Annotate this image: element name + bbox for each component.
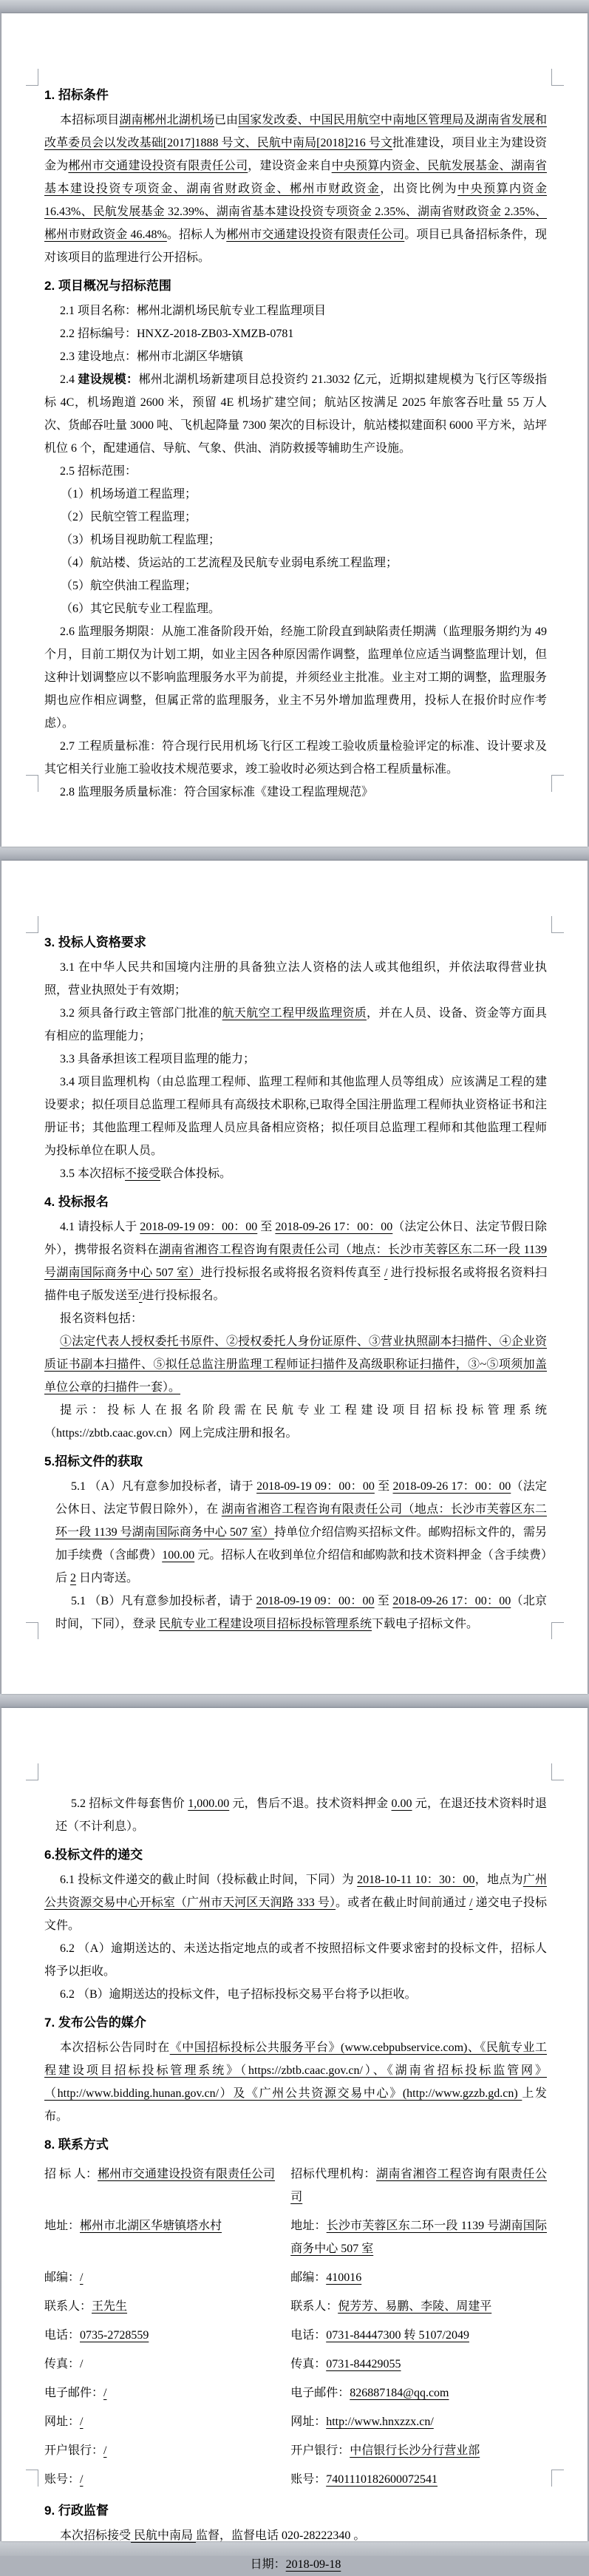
para-9-supervision xyxy=(44,2524,547,2547)
text-run: 2.3 建设地点：郴州市北湖区华塘镇 xyxy=(60,350,244,363)
para-3-4 xyxy=(44,1071,547,1162)
contact-value: 0735-2728559 xyxy=(80,2329,149,2342)
underlined-field: 湖南省湘咨工程咨询有限责任公司（地点：长沙市芙蓉区东二环一段 1139 号湖南国际商务中心 507 室） xyxy=(55,1503,547,1539)
para-1-intro xyxy=(44,109,547,269)
underlined-field: 2 xyxy=(70,1572,77,1584)
underlined-field: 郴州市交通建设投资有限责任公司 xyxy=(68,160,248,172)
scope-item-1 xyxy=(61,483,547,506)
text-run: 上发布。 xyxy=(44,2087,547,2123)
para-3-2 xyxy=(44,1002,547,1048)
contact-cell-left xyxy=(44,2465,290,2494)
scope-item-3 xyxy=(61,529,547,552)
text-run: 至 xyxy=(257,1221,276,1233)
contact-row xyxy=(44,2407,547,2436)
text-run: 。招标人为 xyxy=(166,228,227,241)
page-1 xyxy=(1,13,588,847)
contact-row xyxy=(44,2211,547,2263)
text-run: （4）航站楼、货运站的工艺流程及民航专业弱电系统工程监理； xyxy=(61,557,398,569)
contact-label: 网址： xyxy=(290,2416,327,2428)
scope-item-2 xyxy=(61,506,547,529)
contact-value: / xyxy=(80,2271,84,2284)
crop-mark-bottom-right xyxy=(551,1622,564,1639)
underlined-field: 2018-09-26 17：00：00 xyxy=(275,1221,393,1233)
contact-label: 电话： xyxy=(44,2329,81,2342)
text-run: 4.1 请投标人于 xyxy=(60,1221,140,1233)
crop-mark-top-right xyxy=(551,1763,564,1780)
text-run: 。项目已具备招标条件，现对该项目的监理进行公开招标。 xyxy=(44,228,547,264)
underlined-field: 2018-09-18 xyxy=(285,2558,341,2571)
contact-label: 联系人： xyxy=(290,2300,338,2313)
underlined-field: / xyxy=(139,1289,143,1302)
text-run: 元。招标人在收到单位介绍信和邮购款和技术资料押金（含手续费）后 xyxy=(55,1549,547,1584)
crop-mark-top-left xyxy=(26,1763,38,1780)
contact-row xyxy=(44,2350,547,2379)
section-heading-1: 1. 招标条件 xyxy=(44,88,109,102)
contact-value: / xyxy=(80,2473,84,2486)
crop-mark-bottom-right xyxy=(551,2470,564,2487)
contact-label: 招 标 人： xyxy=(44,2168,98,2180)
underlined-field: 中央预算内资金、民航发展基金、湖南省基本建设投资专项资金、湖南省财政资金、郴州市财政资金 xyxy=(44,160,547,195)
text-run: 持单位介绍信购买招标文件。邮购招标文件的，需另加手续费（含邮费） xyxy=(55,1526,547,1562)
contact-row xyxy=(44,2436,547,2465)
contact-label: 地址： xyxy=(44,2220,81,2232)
para-3-3 xyxy=(44,1048,547,1071)
contact-value: 湖南省湘咨工程咨询有限责任公司 xyxy=(290,2168,547,2203)
underlined-field: 民航专业工程建设项目招标投标管理系统 xyxy=(159,1618,372,1630)
date-line xyxy=(44,2553,547,2576)
text-run: 进行投标报名。 xyxy=(142,1289,225,1302)
contact-value: 0731-84447300 转 5107/2049 xyxy=(326,2329,469,2342)
contact-cell-right xyxy=(290,2321,547,2350)
scope-item-5 xyxy=(61,574,547,597)
text-run: 批准建设，项目业主为建设资金为 xyxy=(44,137,547,172)
text-run: 元，在退还技术资料时退还（不计利息）。 xyxy=(55,1797,547,1833)
page-gap xyxy=(0,1694,589,1708)
text-run: 5.1 （B）凡有意参加投标者，请于 xyxy=(71,1595,256,1607)
contact-label: 电话： xyxy=(290,2329,327,2342)
underlined-field: 2018-09-26 17：00：00 xyxy=(392,1595,511,1607)
underlined-field: 0.00 xyxy=(391,1797,412,1810)
scope-item-4 xyxy=(61,552,547,574)
contact-label: 电子邮件： xyxy=(44,2387,104,2399)
section-heading-8: 8. 联系方式 xyxy=(44,2138,109,2152)
page-3 xyxy=(1,1708,588,2571)
para-6-2-a xyxy=(44,1937,547,1983)
underlined-field: 民航中南局 xyxy=(131,2529,197,2542)
contact-cell-right xyxy=(290,2211,547,2263)
text-run: 2.1 项目名称：郴州北湖机场民航专业工程监理项目 xyxy=(60,305,327,317)
text-run: 日内寄送。 xyxy=(76,1572,139,1584)
para-3-5 xyxy=(44,1162,547,1185)
text-run: 2.4 xyxy=(60,373,78,386)
underlined-field: 郴州市交通建设投资有限责任公司 xyxy=(226,228,405,241)
contact-value: 郴州市北湖区华塘镇塔水村 xyxy=(80,2220,222,2232)
text-run: 进行投标报名或将报名资料扫描件电子版发送至 xyxy=(44,1267,547,1302)
contact-cell-right xyxy=(290,2465,547,2494)
contact-value: 7401110182600072541 xyxy=(326,2473,438,2486)
text-run: 6.2 （B）逾期送达的投标文件，电子招标投标交易平台将予以拒收。 xyxy=(60,1988,417,2001)
contact-value: / xyxy=(80,2416,84,2428)
text-run: 进行投标报名或将报名资料传真至 xyxy=(200,1267,384,1279)
contact-label: 招标代理机构： xyxy=(290,2168,376,2180)
para-2-2 xyxy=(44,322,547,345)
section-heading-7: 7. 发布公告的媒介 xyxy=(44,2016,146,2030)
text-run: 3.2 须具备行政主管部门批准的 xyxy=(60,1007,222,1020)
contact-label: 账号： xyxy=(290,2473,327,2486)
contact-label: 地址： xyxy=(290,2220,327,2232)
crop-mark-top-right xyxy=(551,69,564,86)
contact-value: / xyxy=(103,2387,107,2399)
text-run: ，出资比例为 xyxy=(380,183,458,195)
underlined-field: 2018-09-19 09：00：00 xyxy=(256,1480,375,1493)
scope-item-6 xyxy=(61,597,547,620)
contact-cell-right xyxy=(290,2263,547,2292)
contact-value: 0731-84429055 xyxy=(326,2358,401,2370)
contact-label: 传真： xyxy=(44,2358,81,2370)
text-run: 递交电子投标文件。 xyxy=(44,1897,547,1932)
crop-mark-top-right xyxy=(551,916,564,933)
para-2-5 xyxy=(44,460,547,483)
contact-cell-left xyxy=(44,2379,290,2407)
crop-mark-bottom-left xyxy=(26,2470,38,2487)
contact-row xyxy=(44,2292,547,2321)
section-heading-9: 9. 行政监督 xyxy=(44,2504,109,2518)
contact-cell-right xyxy=(290,2436,547,2465)
text-run: 3.3 具备承担该工程项目监理的能力； xyxy=(60,1053,256,1065)
text-run: 2.2 招标编号：HNXZ-2018-ZB03-XMZB-0781 xyxy=(60,328,294,340)
crop-mark-top-left xyxy=(26,69,38,86)
contact-value: / xyxy=(80,2358,84,2370)
contact-row xyxy=(44,2263,547,2292)
para-2-7 xyxy=(44,735,547,781)
text-run: （法定公休日、法定节假日除外），在 xyxy=(55,1480,547,1516)
text-run: 监督，监督电话 020-28222340 。 xyxy=(196,2529,366,2542)
text-run: ，地点为 xyxy=(474,1874,523,1886)
underlined-field: 中央预算内资金 16.43%、民航发展基金 32.39%、湖南省基本建设投资专项资金 2.35%、湖南省财政资金 2.35%、郴州市财政资金 46.48% xyxy=(44,183,547,241)
para-2-1 xyxy=(44,299,547,322)
underlined-field: 2018-10-11 10：30：00 xyxy=(357,1874,475,1886)
text-run: 2.5 招标范围： xyxy=(60,465,137,478)
contact-row xyxy=(44,2465,547,2494)
contact-label: 账号： xyxy=(44,2473,81,2486)
para-5-2 xyxy=(55,1792,547,1838)
underlined-field: 广州公共资源交易中心开标室（广州市天河区天润路 333 号） xyxy=(44,1874,547,1909)
text-run: 郴州北湖机场新建项目总投资约 21.3032 亿元，近期拟建规模为飞行区等级指标 4C，机场跑道 2600 米，预留 4E 机场扩建空间；航站区按满足 2025 年旅客吞吐量 55 万人次、货邮吞吐量 3000 吨、飞机起降量 7300 架次的目标设计，航站楼拟建面积 6000 平方米，站坪机位 6 个，配建通信、导航、气象、供油、消防救援等辅助生产设施。 xyxy=(44,373,548,455)
text-run: 本招标项目 xyxy=(60,114,120,126)
contact-cell-right xyxy=(290,2292,547,2321)
text-run: 。或者在截止时间前通过 xyxy=(336,1897,470,1909)
contact-row xyxy=(44,2379,547,2407)
contact-cell-left xyxy=(44,2407,290,2436)
contact-cell-left xyxy=(44,2292,290,2321)
text-run: 5.2 招标文件每套售价 xyxy=(71,1797,188,1810)
text-run: 3.1 在中华人民共和国境内注册的具备独立法人资格的法人或其他组织，并依法取得营业执照，营业执照处于有效期； xyxy=(44,961,547,997)
contact-value: 郴州市交通建设投资有限责任公司 xyxy=(98,2168,276,2180)
para-3-1 xyxy=(44,956,547,1002)
text-run: 2.7 工程质量标准：符合现行民用机场飞行区工程竣工验收质量检验评定的标准、设计要求及其它相关行业施工验收技术规范要求，竣工验收时必须达到合格工程质量标准。 xyxy=(44,740,547,776)
contact-label: 联系人： xyxy=(44,2300,92,2313)
contact-value: 长沙市芙蓉区东二环一段 1139 号湖南国际商务中心 507 室 xyxy=(290,2220,547,2255)
underlined-field: / xyxy=(384,1267,388,1279)
text-run: 日期： xyxy=(250,2558,286,2571)
contact-value: 826887184@qq.com xyxy=(350,2387,449,2399)
para-tip xyxy=(44,1399,547,1445)
text-run: （6）其它民航专业工程监理。 xyxy=(61,603,221,615)
crop-mark-top-left xyxy=(26,916,38,933)
contact-cell-left xyxy=(44,2263,290,2292)
contact-label: 开户银行： xyxy=(290,2444,350,2457)
page-1-content xyxy=(44,78,547,804)
underlined-field: 湖南郴州北湖机场 xyxy=(119,114,214,126)
page-gap xyxy=(0,0,589,13)
text-run: 6.1 投标文件递交的截止时间（投标截止时间，下同）为 xyxy=(60,1874,358,1886)
text-run: （2）民航空管工程监理； xyxy=(61,511,197,523)
underlined-field: 湖南省湘咨工程咨询有限责任公司（地点：长沙市芙蓉区东二环一段 1139 号湖南国际商务中心 507 室） xyxy=(44,1244,547,1279)
underlined-field: 航天航空工程甲级监理资质 xyxy=(222,1007,367,1020)
text-run: 已由 xyxy=(214,114,239,126)
underlined-field: 《中国招标投标公共服务平台》(www.cebpubservice.com)、《民航专业工程建设项目招标投标管理系统》（https://zbtb.caac.gov.cn/）、《湖南省招标投标监管网》（http://www.bidding.hunan.gov.cn/）及《广州公共资源交易中心》(http://www.gzzb.gd.cn) xyxy=(44,2041,547,2100)
text-run: 下载电子招标文件。 xyxy=(372,1618,479,1630)
text-run: 建设规模： xyxy=(78,373,139,386)
text-run: 联合体投标。 xyxy=(160,1167,232,1180)
contact-table xyxy=(44,2160,547,2494)
contact-value: 王先生 xyxy=(92,2300,128,2313)
contact-label: 电子邮件： xyxy=(290,2387,350,2399)
contact-label: 传真： xyxy=(290,2358,327,2370)
text-run: 2.6 监理服务期限：从施工准备阶段开始，经施工阶段直到缺陷责任期满（监理服务期约为 49 个月，目前工期仅为计划工期，如业主因各种原因需作调整，监理单位应适当调整监理计划，但这种计划调整应以不影响监理服务水平为前提，并须经业主批准。业主对工期的调整，监理服务期也应作相应调整，但属正常的监理服务，业主不另外增加监理费用，投标人在报价时应作考虑）。 xyxy=(44,626,547,730)
crop-mark-bottom-left xyxy=(26,775,38,792)
para-7-media xyxy=(44,2036,547,2128)
text-run: 本次招标公告同时在 xyxy=(60,2041,170,2054)
underlined-field: 2018-09-19 09：00：00 xyxy=(140,1221,258,1233)
contact-cell-right xyxy=(290,2379,547,2407)
underlined-field: / xyxy=(469,1897,473,1909)
section-heading-3: 3. 投标人资格要求 xyxy=(44,935,146,949)
contact-cell-left xyxy=(44,2160,290,2211)
contact-value: 中信银行长沙分行营业部 xyxy=(350,2444,480,2457)
text-run: 3.4 项目监理机构（由总监理工程师、监理工程师和其他监理人员等组成）应该满足工程的建设要求；拟任项目总监理工程师具有高级技术职称,已取得全国注册监理工程师执业资格证书和注册证书；其他监理工程师及监理人员应具备相应资格；拟任项目总监理工程师和其他监理工程师为投标单位在职人员。 xyxy=(44,1076,547,1157)
page-2-content xyxy=(44,926,547,1636)
contact-cell-left xyxy=(44,2350,290,2379)
contact-cell-left xyxy=(44,2321,290,2350)
underlined-field: 100.00 xyxy=(162,1549,195,1562)
contact-label: 开户银行： xyxy=(44,2444,104,2457)
text-run: 提示：投标人在报名阶段需在民航专业工程建设项目招标投标管理系统（https://zbtb.caac.gov.cn）网上完成注册和报名。 xyxy=(44,1404,547,1440)
underlined-field: ①法定代表人授权委托书原件、②授权委托人身份证原件、③营业执照副本扫描件、④企业资质证书副本扫描件、⑤拟任总监注册监理工程师证扫描件及高级职称证扫描件，③~⑤项须加盖单位公章的扫描件一套）。 xyxy=(44,1335,547,1394)
text-run: 报名资料包括： xyxy=(60,1312,143,1325)
para-2-6 xyxy=(44,620,547,735)
text-run: 3.5 本次招标 xyxy=(60,1167,126,1180)
contact-cell-right xyxy=(290,2350,547,2379)
text-run: （5）航空供油工程监理； xyxy=(61,580,197,592)
underlined-field: 2018-09-19 09：00：00 xyxy=(256,1595,375,1607)
contact-label: 网址： xyxy=(44,2416,81,2428)
para-materials-list xyxy=(44,1330,547,1399)
text-run: 2.8 监理服务质量标准：符合国家标准《建设工程监理规范》 xyxy=(60,786,374,799)
crop-mark-bottom-right xyxy=(551,775,564,792)
contact-value: 410016 xyxy=(326,2271,362,2284)
contact-cell-right xyxy=(290,2407,547,2436)
contact-value: / xyxy=(103,2444,107,2457)
para-6-1 xyxy=(44,1868,547,1937)
text-run: （1）机场场道工程监理； xyxy=(61,488,197,501)
text-run: ，建设资金来自 xyxy=(248,160,332,172)
section-heading-4: 4. 投标报名 xyxy=(44,1195,109,1209)
para-signup-materials xyxy=(44,1307,547,1330)
contact-value: 倪芳芳、易鹏、李陵、周建平 xyxy=(338,2300,492,2313)
contact-label: 邮编： xyxy=(290,2271,327,2284)
underlined-field: 国家发改委、中国民用航空中南地区管理局及湖南省发展和改革委员会以发改基础[2017]1888 号文、民航中南局[2018]216 号文 xyxy=(44,114,547,149)
contact-row xyxy=(44,2160,547,2211)
section-heading-2: 2. 项目概况与招标范围 xyxy=(44,279,171,293)
text-run: 元，售后不退。技术资料押金 xyxy=(229,1797,392,1810)
para-5-1-a xyxy=(55,1475,547,1590)
page-3-content xyxy=(44,1773,547,2576)
page-2 xyxy=(1,861,588,1694)
text-run: （3）机场目视助航工程监理； xyxy=(61,534,221,546)
para-6-2-b xyxy=(44,1983,547,2006)
text-run: （法定公休日、法定节假日除外），携带报名资料在 xyxy=(44,1221,547,1256)
underlined-field: 1,000.00 xyxy=(188,1797,230,1810)
para-2-3 xyxy=(44,345,547,368)
page-gap xyxy=(0,847,589,861)
contact-row xyxy=(44,2321,547,2350)
para-2-4 xyxy=(44,368,547,460)
text-run: （北京时间，下同），登录 xyxy=(55,1595,547,1630)
underlined-field: 不接受 xyxy=(125,1167,161,1180)
contact-cell-left xyxy=(44,2211,290,2263)
para-5-1-b xyxy=(55,1590,547,1636)
contact-cell-right xyxy=(290,2160,547,2211)
text-run: 至 xyxy=(374,1480,393,1493)
para-2-8 xyxy=(44,781,547,804)
text-run: 至 xyxy=(374,1595,393,1607)
contact-label: 邮编： xyxy=(44,2271,81,2284)
contact-value: http://www.hnxzzx.cn/ xyxy=(326,2416,434,2428)
para-4-1 xyxy=(44,1216,547,1307)
text-run: 6.2 （A）逾期送达的、未送达指定地点的或者不按照招标文件要求密封的投标文件，招标人将予以拒收。 xyxy=(44,1942,547,1978)
text-run: ，并在人员、设备、资金等方面具有相应的监理能力； xyxy=(44,1007,547,1043)
contact-cell-left xyxy=(44,2436,290,2465)
section-heading-6: 6.投标文件的递交 xyxy=(44,1848,143,1862)
text-run: 本次招标接受 xyxy=(60,2529,132,2542)
text-run: 5.1 （A）凡有意参加投标者，请于 xyxy=(71,1480,257,1493)
crop-mark-bottom-left xyxy=(26,1622,38,1639)
underlined-field: 2018-09-26 17：00：00 xyxy=(392,1480,511,1493)
section-heading-5: 5.招标文件的获取 xyxy=(44,1454,143,1468)
